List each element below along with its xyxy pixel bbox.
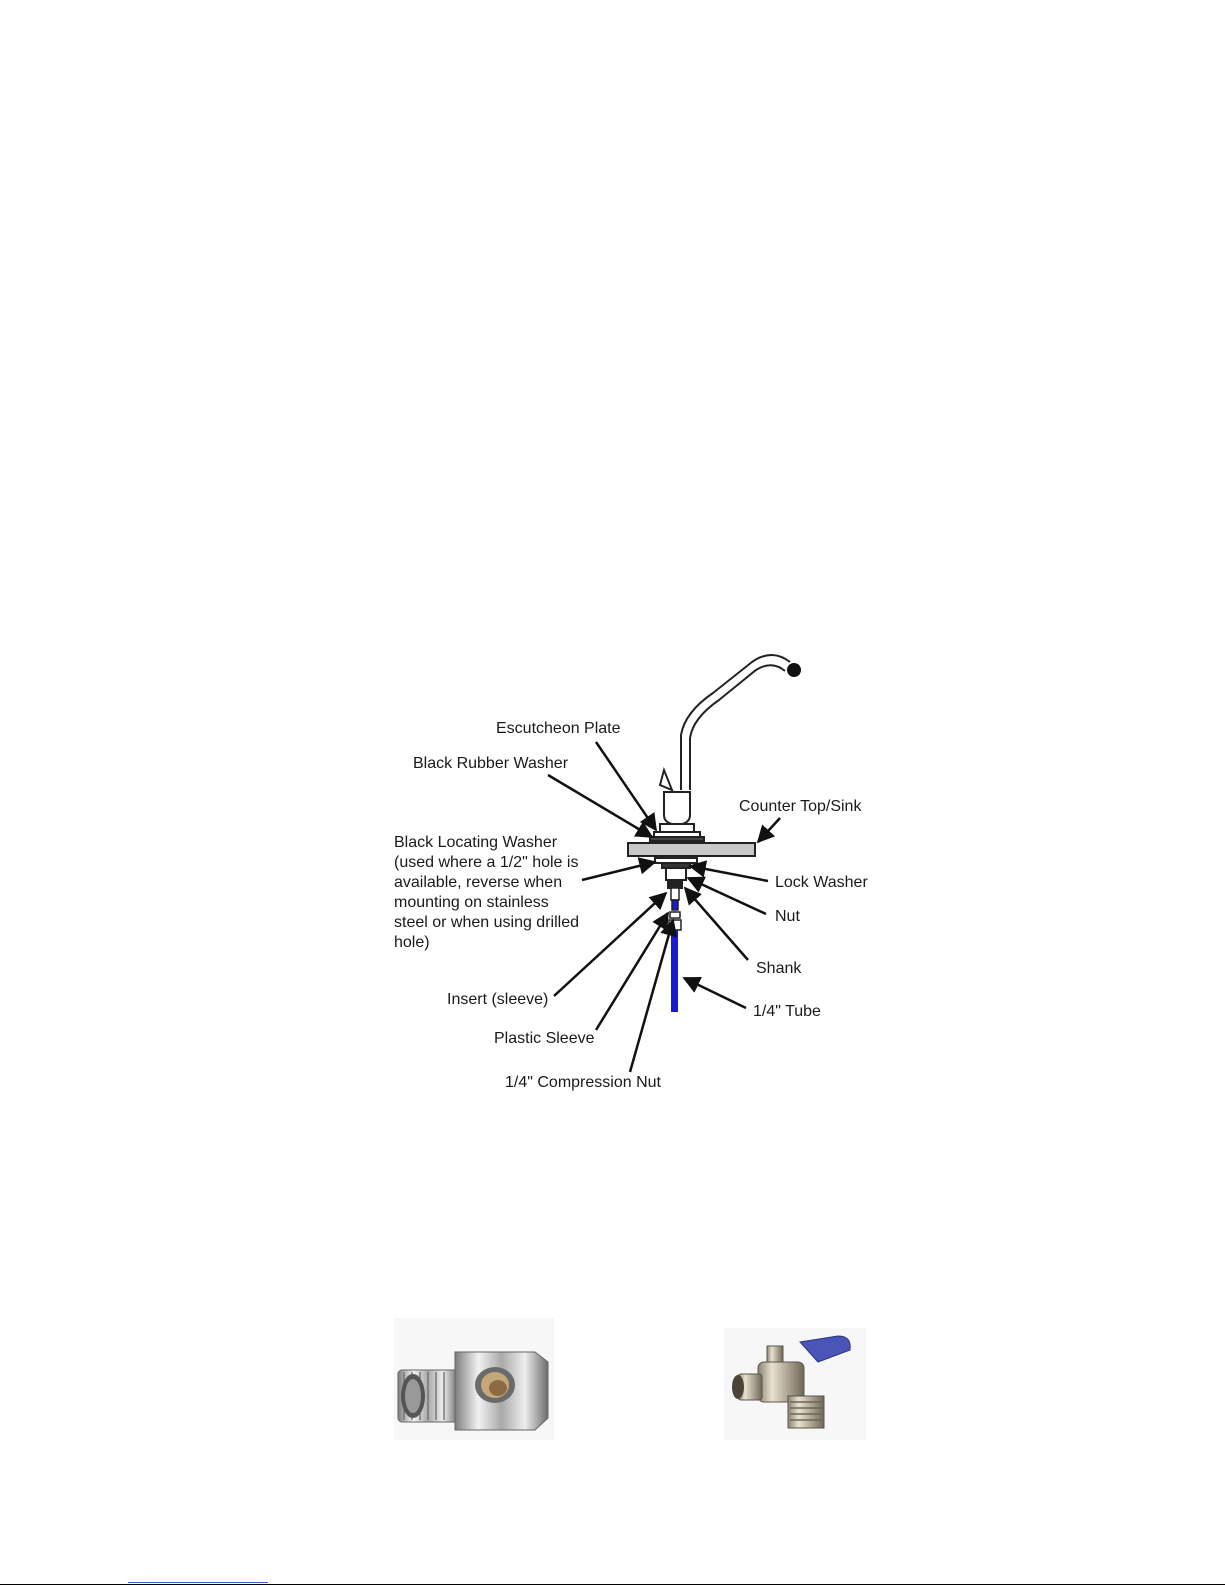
under-counter-washers <box>655 858 697 888</box>
label-compression-nut: 1/4" Compression Nut <box>505 1074 661 1091</box>
tee-adapter-photo <box>394 1318 554 1440</box>
label-lock-washer: Lock Washer <box>775 874 868 891</box>
footnote-rule <box>128 1582 268 1583</box>
faucet-spout <box>681 655 790 790</box>
label-black-rubber-washer: Black Rubber Washer <box>413 755 569 772</box>
spout-tip <box>787 663 801 677</box>
label-counter-top-sink: Counter Top/Sink <box>739 798 862 815</box>
label-nut: Nut <box>775 908 800 925</box>
label-black-locating-washer: Black Locating Washer (used where a 1/2" hole is available, reverse when mounting on stainless steel or when using drilled hole) <box>394 834 579 951</box>
label-shank: Shank <box>756 960 802 977</box>
label-plastic-sleeve: Plastic Sleeve <box>494 1030 595 1047</box>
label-insert-sleeve: Insert (sleeve) <box>447 991 549 1008</box>
faucet-lever <box>660 770 672 790</box>
blue-tube <box>671 930 678 1012</box>
label-escutcheon-plate: Escutcheon Plate <box>496 720 621 737</box>
ball-valve-photo <box>724 1328 866 1440</box>
label-quarter-tube: 1/4" Tube <box>753 1003 821 1020</box>
faucet-body <box>650 792 704 841</box>
counter-top-bar <box>628 843 755 856</box>
